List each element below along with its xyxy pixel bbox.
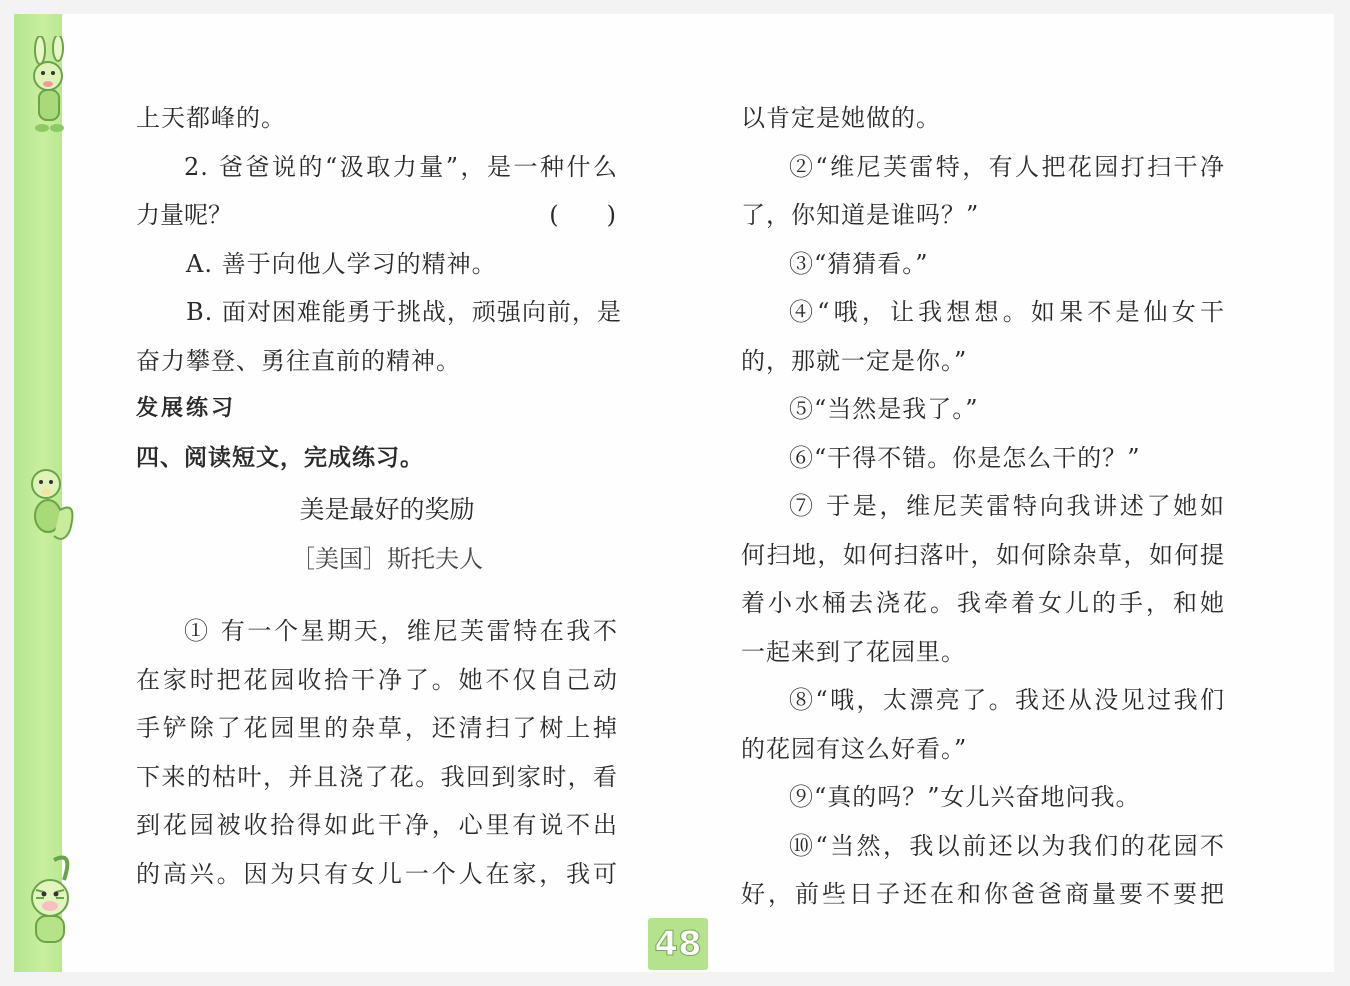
article-line: 手铲除了花园里的杂草，还清扫了树上掉 [136,714,618,742]
article-line: 的，那就一定是你。” [741,346,968,375]
question-4-heading: 四、阅读短文，完成练习。 [136,444,424,471]
article-line: ③“猜猜看。” [789,249,929,278]
article-line: ②“维尼芙雷特，有人把花园打扫干净 [789,152,1225,181]
page-number: 48 [648,918,708,970]
article-line: ⑥“干得不错。你是怎么干的？” [789,443,1141,472]
option-a: A. 善于向他人学习的精神。 [186,249,497,278]
article-title: 美是最好的奖励 [299,495,475,524]
left-column [136,94,622,898]
article-line: 下来的枯叶，并且浇了花。我回到家时，看 [136,762,618,791]
article-line: 何扫地，如何扫落叶，如何除杂草，如何提 [741,540,1225,569]
article-line: ⑦ 于是，维尼芙雷特向我讲述了她如 [789,492,1225,520]
article-author: ［美国］斯托夫人 [291,544,483,573]
article-line: ⑨“真的吗？”女儿兴奋地问我。 [789,783,1141,811]
tiger-cartoon-icon [24,840,80,960]
article-line: ① 有一个星期天，维尼芙雷特在我不 [184,617,618,645]
article-line: 一起来到了花园里。 [741,637,966,666]
squirrel-cartoon-icon [24,460,80,550]
answer-blank: ( ) [549,201,616,229]
article-line: 在家时把花园收拾干净了。她不仅自己动 [136,665,618,694]
option-b-end: 奋力攀登、勇往直前的精神。 [136,346,461,375]
question-2-text: 2. 爸爸说的“汲取力量”，是一种什么 [184,152,618,181]
article-line: ⑤“当然是我了。” [789,395,979,423]
article-line: ⑧“哦，太漂亮了。我还从没见过我们 [789,686,1225,714]
question-2-answer-line [136,191,618,240]
option-b: B. 面对困难能勇于挑战，顽强向前，是 [186,298,622,326]
article-line: 的花园有这么好看。” [741,734,968,763]
article-line: 了，你知道是谁吗？” [741,201,980,229]
text-line: 上天都峰的。 [136,104,286,132]
decorative-sidebar [14,14,62,972]
article-line: 好，前些日子还在和你爸爸商量要不要把 [741,880,1225,908]
question-2-text-end: 力量呢？ [136,201,232,229]
article-line: 到花园被收拾得如此干净，心里有说不出 [136,811,618,839]
article-line: 的高兴。因为只有女儿一个人在家，我可 [136,859,618,888]
article-line: 以肯定是她做的。 [741,104,941,132]
section-heading: 发展练习 [136,396,237,421]
article-line: ⑩“当然，我以前还以为我们的花园不 [789,831,1225,860]
right-column [741,94,1225,919]
article-line: ④“哦，让我想想。如果不是仙女干 [789,298,1225,326]
bunny-cartoon-icon [24,36,80,146]
article-line: 着小水桶去浇花。我牵着女儿的手，和她 [741,589,1225,617]
